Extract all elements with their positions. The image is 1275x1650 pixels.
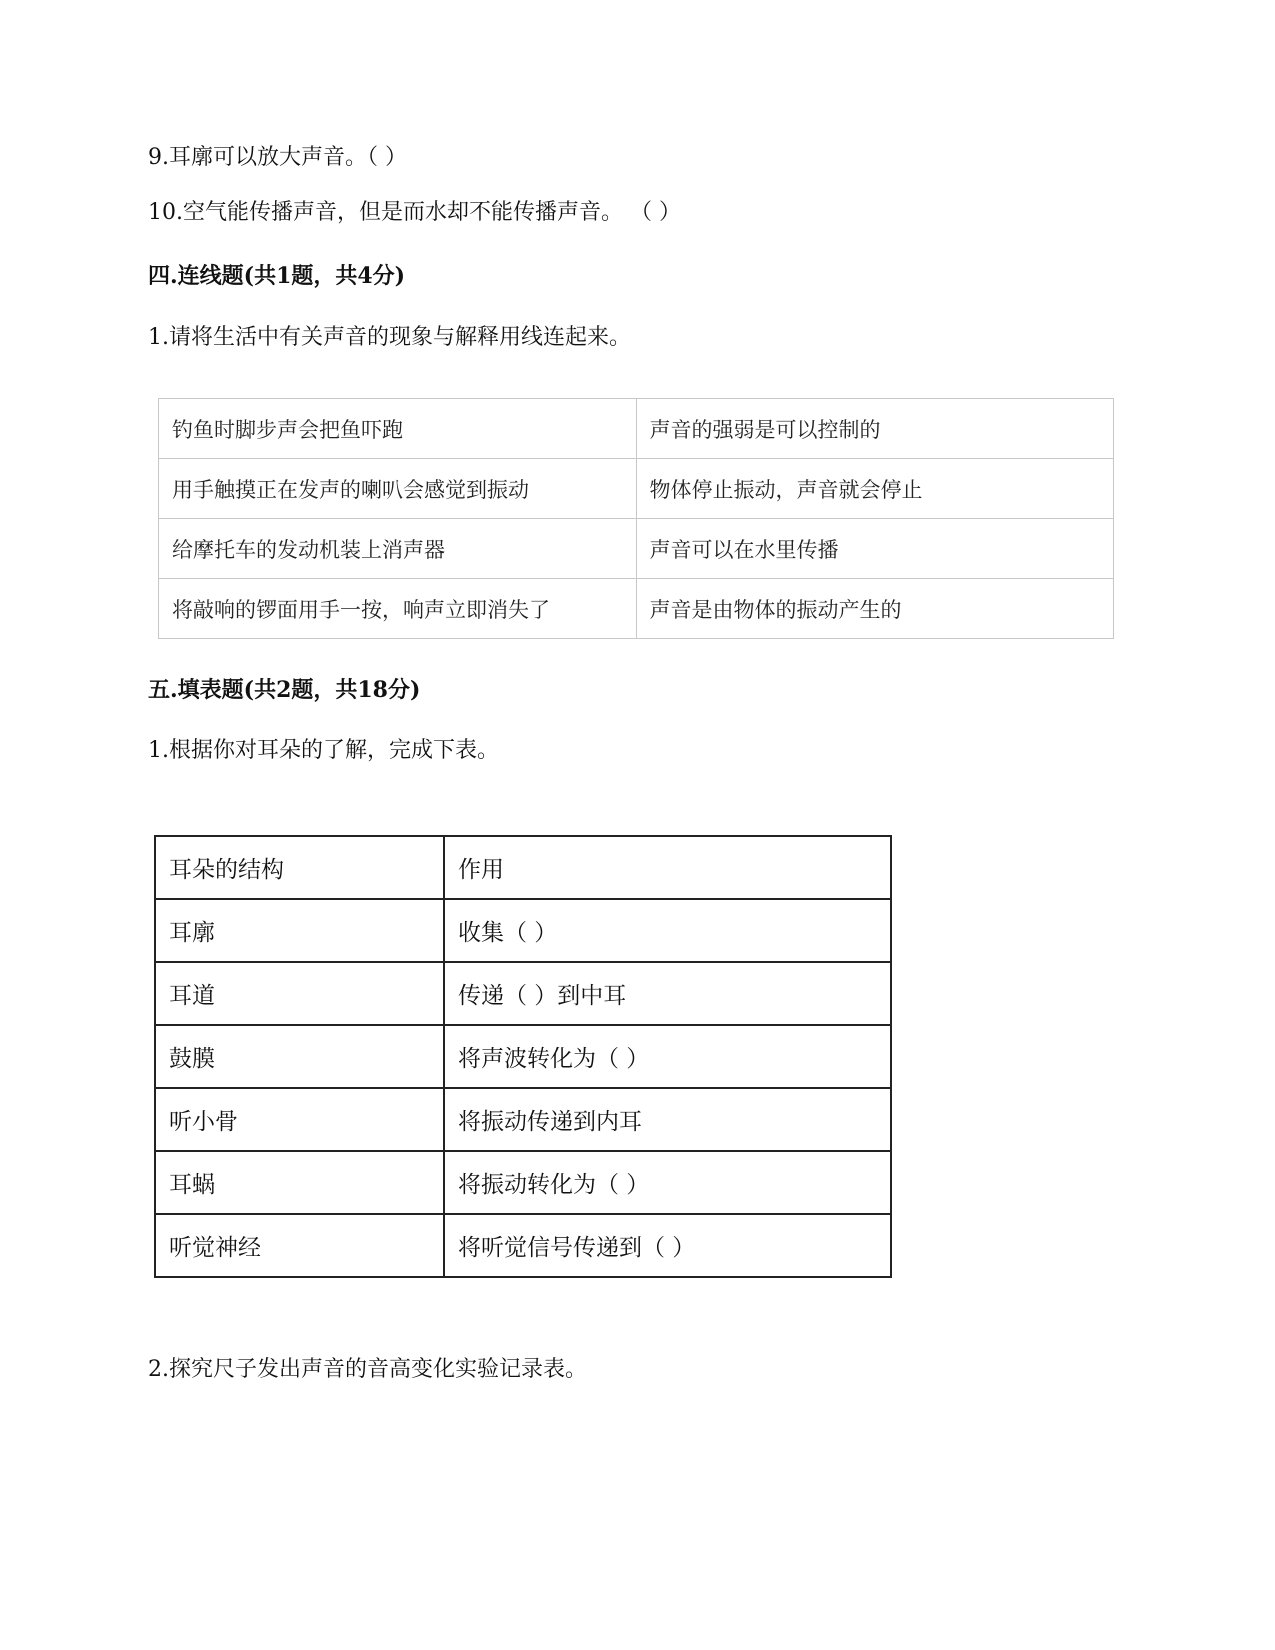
table-row — [159, 399, 1114, 459]
table-row — [155, 1025, 891, 1088]
table-row — [159, 459, 1114, 519]
table-row — [159, 579, 1114, 639]
matching-explanation: 声音是由物体的振动产生的 — [636, 579, 1114, 639]
ear-function: 传递（ ）到中耳 — [444, 962, 891, 1025]
ear-function: 将声波转化为（ ） — [444, 1025, 891, 1088]
section-4-question-1: 1.请将生活中有关声音的现象与解释用线连起来。 — [148, 325, 631, 350]
matching-phenomenon: 给摩托车的发动机装上消声器 — [159, 519, 637, 579]
section-5-question-1: 1.根据你对耳朵的了解，完成下表。 — [148, 738, 499, 763]
table-row — [155, 1214, 891, 1277]
ear-structure-table — [154, 835, 892, 1278]
matching-phenomenon: 将敲响的锣面用手一按，响声立即消失了 — [159, 579, 637, 639]
table-row — [159, 519, 1114, 579]
ear-part: 耳道 — [155, 962, 444, 1025]
ear-part: 鼓膜 — [155, 1025, 444, 1088]
matching-table — [158, 398, 1114, 639]
ear-function: 收集（ ） — [444, 899, 891, 962]
section-4-title: 四.连线题(共1题，共4分) — [148, 263, 406, 289]
matching-explanation: 物体停止振动，声音就会停止 — [636, 459, 1114, 519]
table-header-row — [155, 836, 891, 899]
table-row — [155, 1088, 891, 1151]
section-5-title: 五.填表题(共2题，共18分) — [148, 677, 421, 703]
header-function: 作用 — [444, 836, 891, 899]
table-row — [155, 899, 891, 962]
matching-phenomenon: 用手触摸正在发声的喇叭会感觉到振动 — [159, 459, 637, 519]
ear-part: 耳蜗 — [155, 1151, 444, 1214]
ear-function: 将听觉信号传递到（ ） — [444, 1214, 891, 1277]
ear-part: 听觉神经 — [155, 1214, 444, 1277]
ear-part: 听小骨 — [155, 1088, 444, 1151]
ear-part: 耳廓 — [155, 899, 444, 962]
table-row — [155, 1151, 891, 1214]
matching-explanation: 声音的强弱是可以控制的 — [636, 399, 1114, 459]
ear-function: 将振动传递到内耳 — [444, 1088, 891, 1151]
question-10: 10.空气能传播声音，但是而水却不能传播声音。 （ ） — [148, 200, 681, 225]
header-structure: 耳朵的结构 — [155, 836, 444, 899]
question-9: 9.耳廓可以放大声音。（ ） — [148, 145, 407, 170]
section-5-question-2: 2.探究尺子发出声音的音高变化实验记录表。 — [148, 1357, 587, 1382]
matching-phenomenon: 钓鱼时脚步声会把鱼吓跑 — [159, 399, 637, 459]
ear-function: 将振动转化为（ ） — [444, 1151, 891, 1214]
matching-explanation: 声音可以在水里传播 — [636, 519, 1114, 579]
table-row — [155, 962, 891, 1025]
